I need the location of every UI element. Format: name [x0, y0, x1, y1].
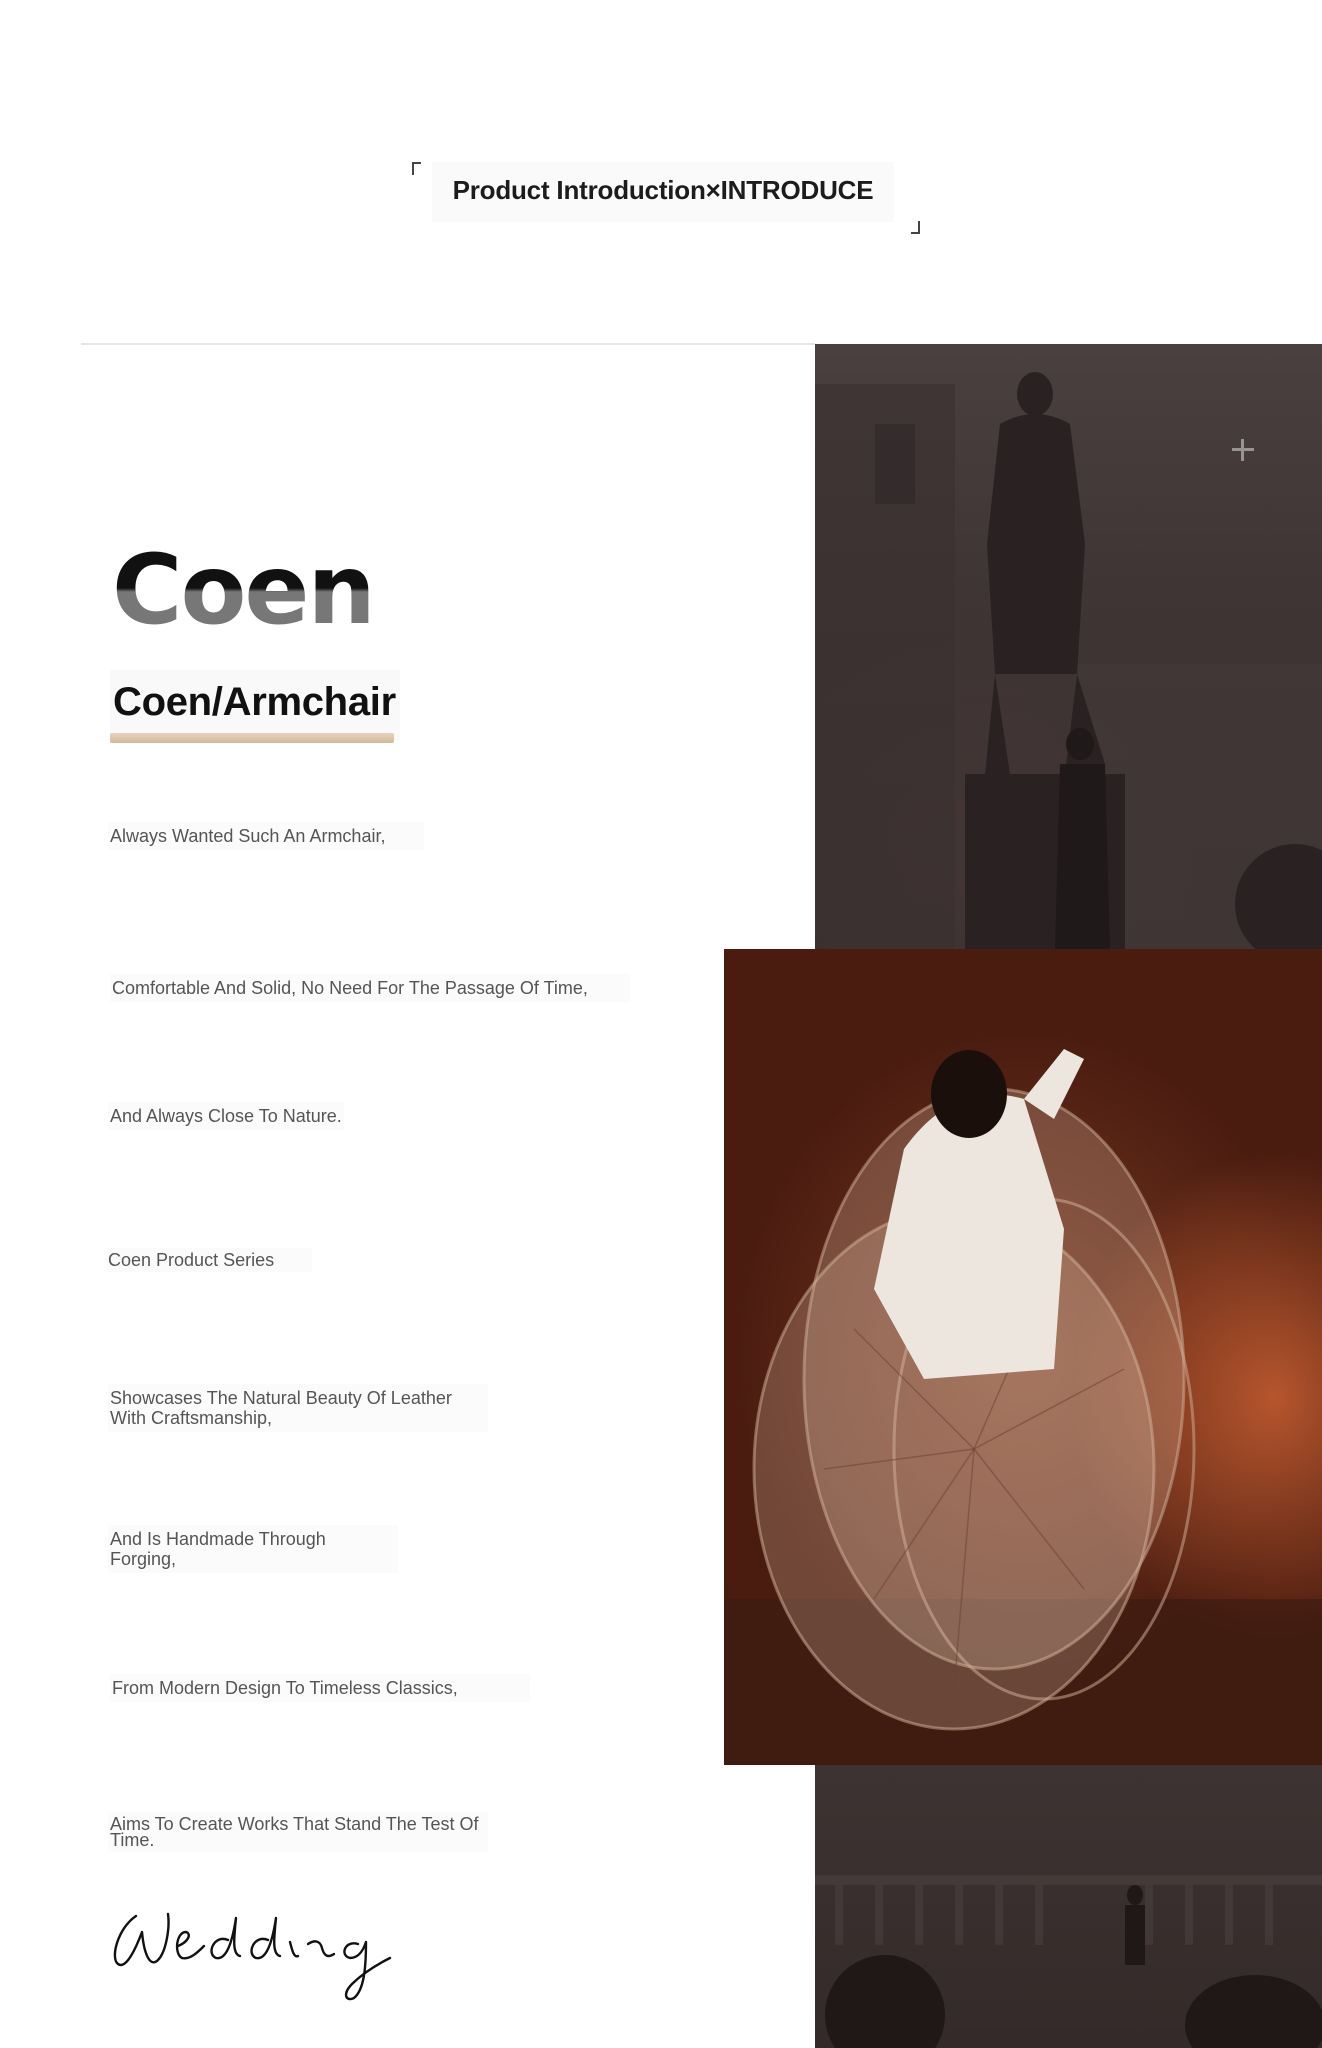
divider: [81, 343, 815, 345]
paragraph-7: From Modern Design To Timeless Classics,: [110, 1674, 530, 1702]
courtyard-illustration: [815, 1765, 1322, 2048]
brand-logo: Coen: [112, 534, 374, 646]
bracket-close-icon: [911, 221, 920, 234]
statue-photo: [815, 344, 1322, 949]
paragraph-4: Coen Product Series: [106, 1248, 312, 1272]
paragraph-6: And Is Handmade Through Forging,: [108, 1525, 398, 1573]
paragraph-1: Always Wanted Such An Armchair,: [108, 822, 424, 850]
paragraph-2: Comfortable And Solid, No Need For The Passage Of Time,: [110, 974, 630, 1002]
product-title: Coen/Armchair: [110, 670, 400, 740]
title-underline: [110, 733, 394, 743]
signature-image: [108, 1898, 448, 2008]
paragraph-8: Aims To Create Works That Stand The Test Of Time.: [108, 1812, 488, 1852]
paragraph-5: Showcases The Natural Beauty Of Leather With Craftsmanship,: [108, 1384, 488, 1432]
section-title: Product Introduction×INTRODUCE: [432, 162, 894, 222]
bracket-open-icon: [412, 162, 421, 175]
statue-illustration: [815, 344, 1322, 949]
courtyard-photo: [815, 1765, 1322, 2048]
plus-icon[interactable]: [1228, 436, 1258, 466]
paragraph-3: And Always Close To Nature.: [108, 1102, 344, 1130]
sculpture-photo: [724, 949, 1322, 1765]
sculpture-illustration: [724, 949, 1322, 1765]
section-header: [412, 162, 920, 234]
